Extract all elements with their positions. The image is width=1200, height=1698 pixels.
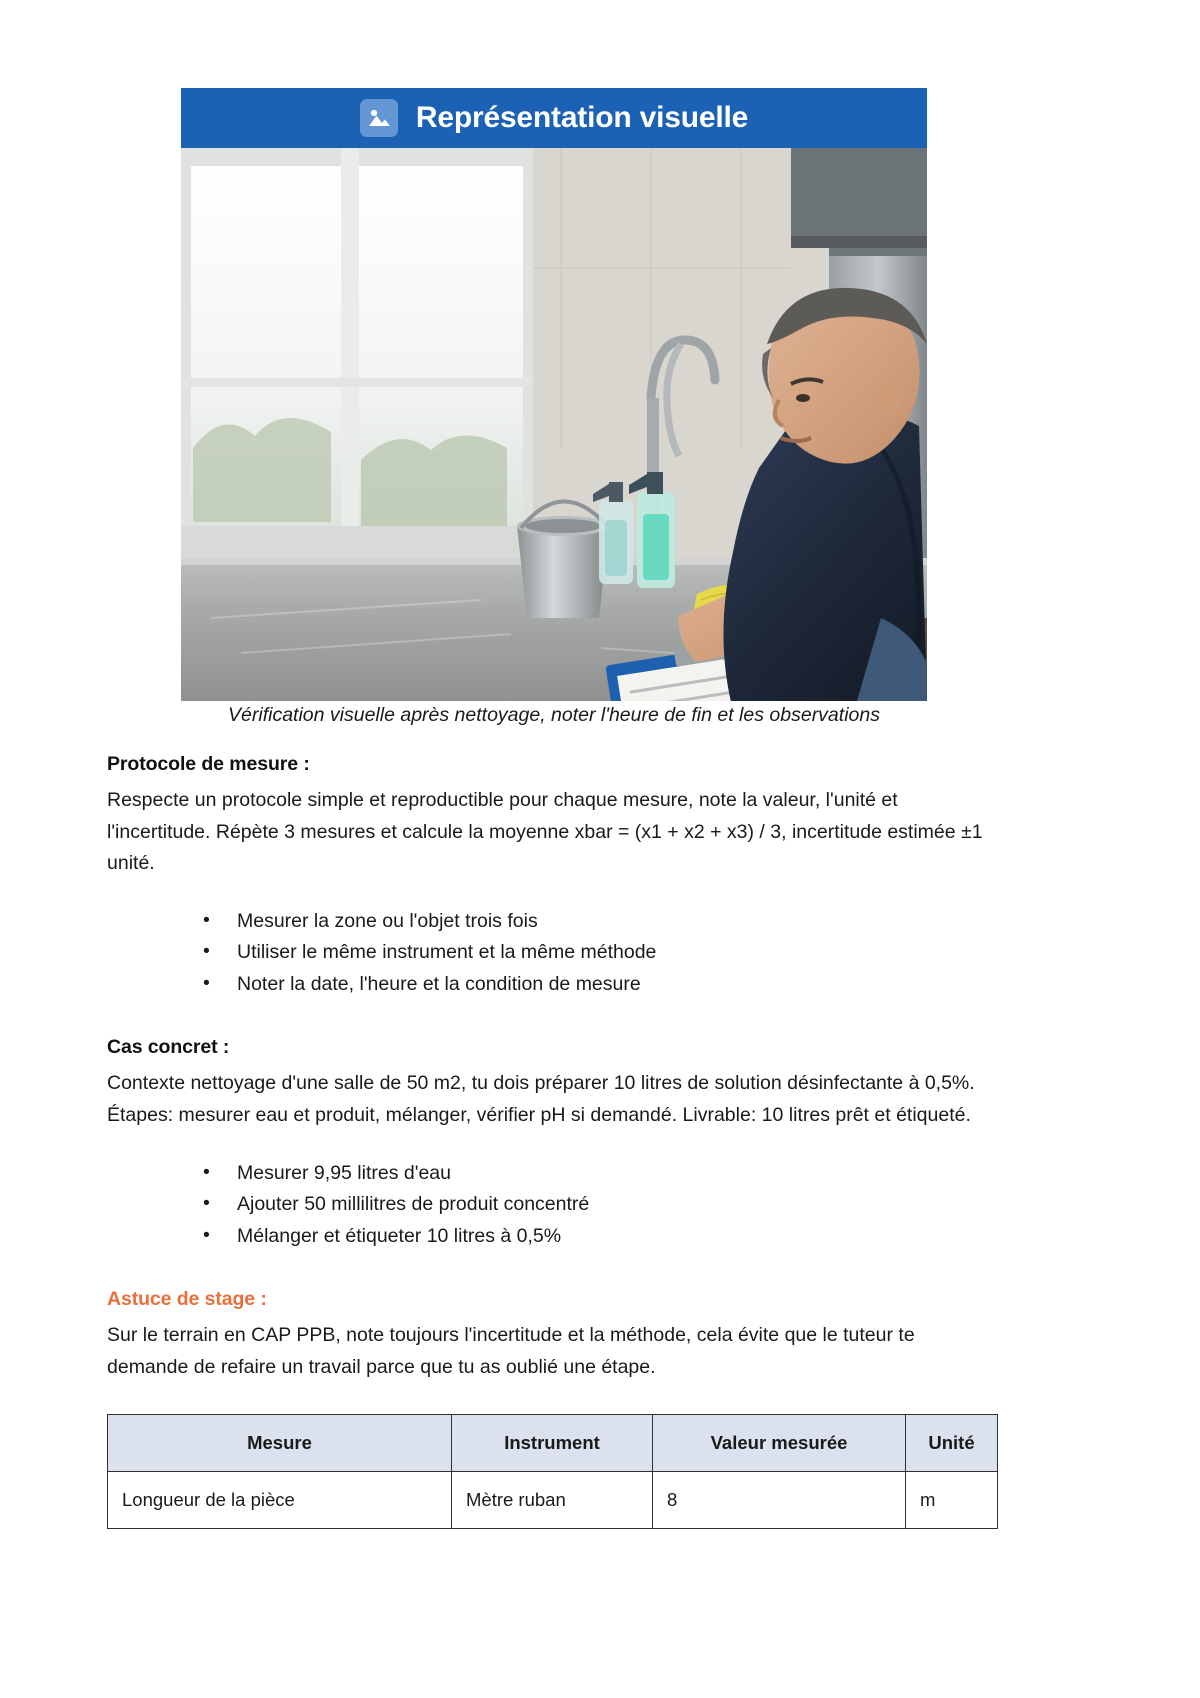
table-header-row (108, 1414, 998, 1471)
column-header-instrument: Instrument (452, 1414, 653, 1471)
spacer (107, 1000, 997, 1036)
figure-caption: Vérification visuelle après nettoyage, noter l'heure de fin et les observations (228, 704, 880, 726)
paragraph-protocole: Respecte un protocole simple et reproductible pour chaque mesure, note la valeur, l'unité et l'incertitude. Répète 3 mesures et calcule la moyenne xbar = (x1 + x2 + x3) / 3, incertitude estimée ±1 unité. (107, 789, 983, 875)
heading-protocole: Protocole de mesure : (107, 753, 310, 775)
heading-cas-concret: Cas concret : (107, 1036, 230, 1059)
banner-title: Représentation visuelle (415, 101, 749, 134)
photo-kitchen-inspection (181, 148, 927, 701)
document-content (107, 753, 997, 1529)
column-header-mesure: Mesure (108, 1414, 452, 1471)
list-item: • Mesurer la zone ou l'objet trois fois (203, 906, 997, 938)
bullet-list-protocole (107, 906, 997, 1001)
cell-valeur-mesuree: 8 (653, 1471, 906, 1528)
cell-instrument: Mètre ruban (452, 1471, 653, 1528)
cell-mesure: Longueur de la pièce (108, 1471, 452, 1528)
spacer (107, 1252, 997, 1288)
column-header-valeur-mesuree: Valeur mesurée (653, 1414, 906, 1471)
bullet-list-cas-concret (107, 1158, 997, 1253)
paragraph-astuce-de-stage: Sur le terrain en CAP PPB, note toujours l'incertitude et la méthode, cela évite que le tuteur te demande de refaire un travail parce que tu as oublié une étape. (107, 1324, 915, 1378)
list-item: • Ajouter 50 millilitres de produit concentré (203, 1189, 997, 1221)
list-item: • Mélanger et étiqueter 10 litres à 0,5% (203, 1221, 997, 1253)
table-row (108, 1471, 998, 1528)
list-item: • Mesurer 9,95 litres d'eau (203, 1158, 997, 1190)
measurement-table (107, 1414, 998, 1529)
column-header-unite: Unité (906, 1414, 998, 1471)
list-item: • Noter la date, l'heure et la condition de mesure (203, 969, 997, 1001)
image-icon (360, 99, 398, 137)
list-item: • Utiliser le même instrument et la même méthode (203, 937, 997, 969)
cell-unite: m (906, 1471, 998, 1528)
visual-representation-block (181, 88, 927, 701)
heading-astuce-de-stage: Astuce de stage : (107, 1288, 267, 1311)
visual-banner (181, 88, 927, 148)
paragraph-cas-concret: Contexte nettoyage d'une salle de 50 m2, tu dois préparer 10 litres de solution désinfectante à 0,5%. Étapes: mesurer eau et produit, mélanger, vérifier pH si demandé. Livrable: 10 litres prêt et étiqueté. (107, 1072, 975, 1127)
